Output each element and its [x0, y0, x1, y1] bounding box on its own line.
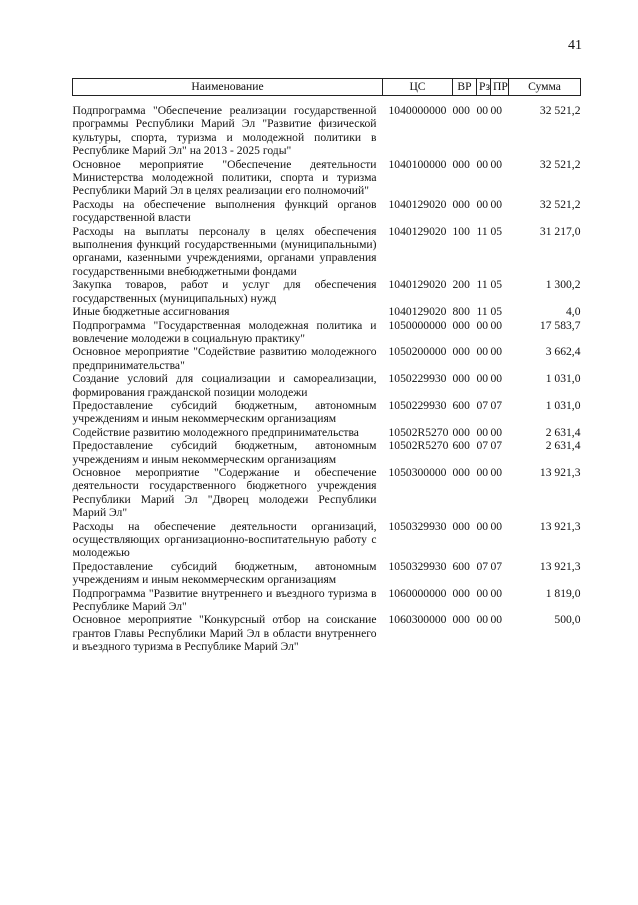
cell-target-code: 1050329930 [388, 519, 447, 533]
cell-amount: 2 631,4 [545, 439, 581, 453]
cell-name: Основное мероприятие "Содействие развитию молодежного предпринимательства" [72, 345, 377, 372]
cell-name: Иные бюджетные ассигнования [72, 305, 230, 319]
cell-name: Подпрограмма "Развитие внутреннего и въездного туризма в Республике Марий Эл" [72, 586, 377, 614]
cell-section: 00 [476, 613, 489, 627]
cell-section: 00 [476, 157, 489, 171]
cell-section: 00 [476, 465, 489, 479]
table-row [73, 613, 581, 653]
cell-expense-type: 600 [452, 398, 470, 412]
cell-name: Основное мероприятие "Обеспечение деятельности Министерства молодежной политики, спорта и туризма Республики Марий Эл в целях реализации его полномочий" [72, 157, 377, 198]
cell-expense-type: 200 [452, 278, 470, 292]
cell-subsection: 00 [490, 465, 503, 479]
cell-expense-type: 600 [452, 439, 470, 453]
cell-amount: 500,0 [554, 613, 581, 627]
table-row [73, 225, 581, 279]
cell-target-code: 1040129020 [388, 224, 447, 238]
cell-name: Закупка товаров, работ и услуг для обеспечения государственных (муниципальных) нужд [72, 278, 377, 305]
cell-amount: 13 921,3 [539, 519, 581, 533]
cell-amount: 1 031,0 [545, 398, 581, 412]
table-row [73, 372, 581, 399]
cell-section: 07 [476, 559, 489, 573]
cell-amount: 31 217,0 [539, 224, 581, 238]
cell-subsection: 05 [490, 305, 503, 319]
cell-section: 11 [476, 278, 488, 292]
cell-target-code: 1050200000 [388, 345, 447, 359]
table-body [73, 96, 581, 654]
cell-target-code: 1040000000 [388, 104, 447, 117]
page-number: 41 [568, 38, 582, 53]
cell-subsection: 00 [490, 157, 503, 171]
cell-target-code: 1050329930 [388, 559, 447, 573]
cell-section: 00 [476, 586, 489, 600]
cell-section: 00 [476, 104, 489, 117]
cell-target-code: 1040129020 [388, 197, 447, 211]
cell-subsection: 05 [490, 224, 503, 238]
cell-amount: 4,0 [566, 305, 581, 319]
table-row [73, 278, 581, 305]
table-row [73, 466, 581, 520]
cell-amount: 13 921,3 [539, 559, 581, 573]
table-row [73, 96, 581, 158]
cell-amount: 3 662,4 [545, 345, 581, 359]
table-row [73, 587, 581, 614]
cell-expense-type: 000 [452, 465, 470, 479]
cell-subsection: 00 [490, 425, 503, 439]
cell-amount: 32 521,2 [539, 104, 581, 117]
cell-expense-type: 000 [452, 104, 470, 117]
cell-name: Расходы на обеспечение выполнения функций органов государственной власти [72, 197, 377, 225]
cell-expense-type: 000 [452, 613, 470, 627]
table-row [73, 305, 581, 318]
cell-name: Создание условий для социализации и самореализации, формирования гражданской позиции молодежи [72, 372, 377, 399]
cell-name: Предоставление субсидий бюджетным, автономным учреждениям и иным некоммерческим организациям [72, 439, 377, 466]
cell-amount: 32 521,2 [539, 157, 581, 171]
cell-subsection: 00 [490, 104, 503, 117]
cell-expense-type: 000 [452, 372, 470, 386]
cell-expense-type: 000 [452, 318, 470, 332]
cell-name: Подпрограмма "Государственная молодежная политика и вовлечение молодежи в социальную практику" [72, 318, 377, 345]
table-row [73, 158, 581, 198]
column-header-cs: ЦС [383, 79, 453, 96]
table-row [73, 439, 581, 466]
cell-name: Основное мероприятие "Конкурсный отбор на соискание грантов Главы Республики Марий Эл в области внутреннего и въездного туризма в Республике Марий Эл" [72, 613, 377, 654]
cell-target-code: 1040100000 [388, 157, 447, 171]
cell-subsection: 05 [490, 278, 503, 292]
cell-subsection: 00 [490, 372, 503, 386]
cell-expense-type: 100 [452, 224, 470, 238]
cell-target-code: 1050300000 [388, 465, 447, 479]
cell-name: Расходы на выплаты персоналу в целях обеспечения выполнения функций государственными (муниципальными) органами, казенными учреждениями, органами управления государственными внебюджетными фондами [72, 224, 377, 278]
cell-target-code: 1050229930 [388, 398, 447, 412]
cell-expense-type: 000 [452, 586, 470, 600]
budget-table [72, 78, 581, 654]
cell-amount: 1 300,2 [545, 278, 581, 292]
cell-section: 07 [476, 398, 489, 412]
cell-target-code: 1060000000 [388, 586, 447, 600]
cell-target-code: 10502R5270 [388, 425, 449, 439]
cell-amount: 32 521,2 [539, 197, 581, 211]
cell-section: 00 [476, 197, 489, 211]
cell-target-code: 1050229930 [388, 372, 447, 386]
table-row [73, 520, 581, 560]
cell-subsection: 00 [490, 613, 503, 627]
column-header-sum: Сумма [509, 79, 581, 96]
cell-section: 00 [476, 345, 489, 359]
cell-section: 00 [476, 519, 489, 533]
cell-amount: 2 631,4 [545, 425, 581, 439]
cell-section: 00 [476, 318, 489, 332]
cell-subsection: 07 [490, 439, 503, 453]
cell-amount: 17 583,7 [539, 318, 581, 332]
cell-expense-type: 000 [452, 157, 470, 171]
cell-expense-type: 000 [452, 345, 470, 359]
cell-target-code: 1040129020 [388, 278, 447, 292]
cell-name: Предоставление субсидий бюджетным, автономным учреждениям и иным некоммерческим организациям [72, 398, 377, 426]
cell-expense-type: 600 [452, 559, 470, 573]
cell-name: Основное мероприятие "Содержание и обеспечение деятельности государственного бюджетного учреждения Республики Марий Эл "Дворец молодежи Республики Марий Эл" [72, 465, 377, 520]
table-row [73, 198, 581, 225]
cell-amount: 1 031,0 [545, 372, 581, 386]
cell-section: 11 [476, 224, 488, 238]
cell-subsection: 00 [490, 586, 503, 600]
cell-subsection: 00 [490, 519, 503, 533]
cell-expense-type: 000 [452, 519, 470, 533]
column-header-name: Наименование [73, 79, 383, 96]
cell-subsection: 00 [490, 197, 503, 211]
cell-section: 00 [476, 372, 489, 386]
table-row [73, 319, 581, 346]
table-header-row [73, 79, 581, 96]
cell-expense-type: 800 [452, 305, 470, 319]
cell-name: Предоставление субсидий бюджетным, автономным учреждениям и иным некоммерческим организациям [72, 559, 377, 587]
cell-expense-type: 000 [452, 425, 470, 439]
cell-target-code: 10502R5270 [388, 439, 449, 453]
table-row [73, 560, 581, 587]
table-row [73, 345, 581, 372]
cell-target-code: 1040129020 [388, 305, 447, 319]
cell-subsection: 07 [490, 559, 503, 573]
cell-target-code: 1050000000 [388, 318, 447, 332]
cell-name: Подпрограмма "Обеспечение реализации государственной программы Республики Марий Эл "Развитие физической культуры, спорта, туризма и молодежной политики в Республике Марий Эл" на 2013 - 2025 годы" [72, 104, 377, 158]
table-row [73, 399, 581, 426]
cell-section: 00 [476, 425, 489, 439]
column-header-pr: ПР [491, 79, 509, 96]
table-row [73, 426, 581, 439]
cell-subsection: 00 [490, 318, 503, 332]
cell-subsection: 07 [490, 398, 503, 412]
cell-expense-type: 000 [452, 197, 470, 211]
cell-name: Содействие развитию молодежного предпринимательства [72, 425, 359, 439]
cell-section: 11 [476, 305, 488, 319]
cell-amount: 13 921,3 [539, 465, 581, 479]
cell-name: Расходы на обеспечение деятельности организаций, осуществляющих организационно-воспитательную работу с молодежью [72, 519, 377, 560]
cell-section: 07 [476, 439, 489, 453]
cell-subsection: 00 [490, 345, 503, 359]
column-header-vr: ВР [453, 79, 477, 96]
cell-amount: 1 819,0 [545, 586, 581, 600]
cell-target-code: 1060300000 [388, 613, 447, 627]
column-header-rz: Рз [477, 79, 491, 96]
